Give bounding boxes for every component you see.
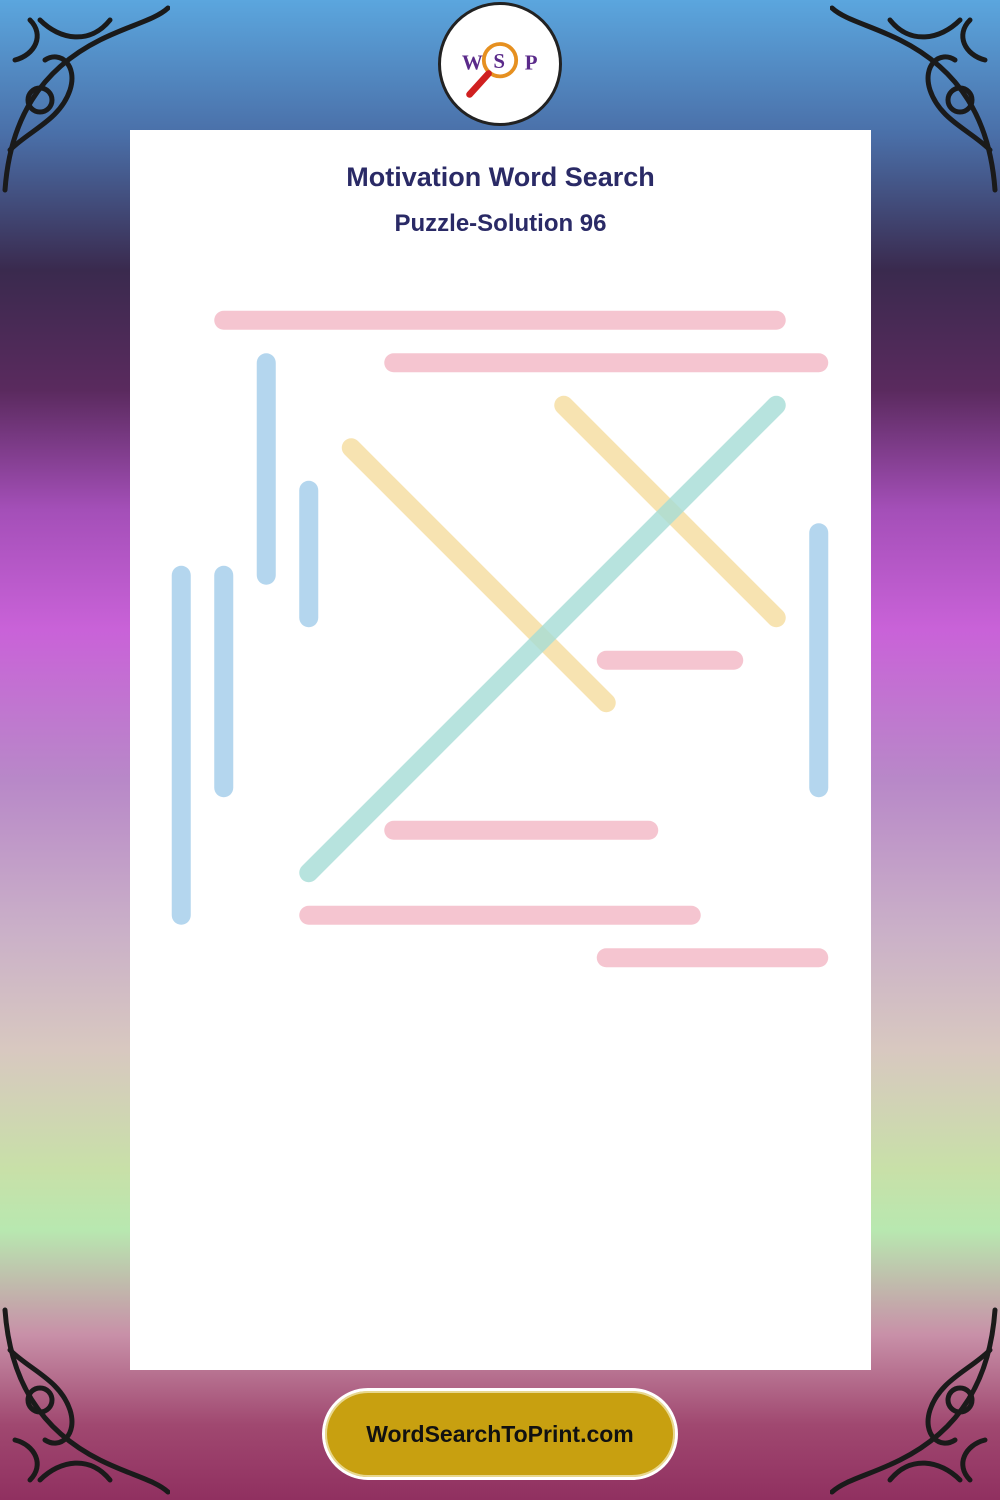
magnifier-handle — [470, 74, 489, 95]
logo-letter-p: P — [524, 50, 538, 75]
wsp-logo[interactable] — [438, 2, 562, 126]
page-subtitle: Puzzle-Solution 96 — [394, 210, 607, 237]
word-search-grid[interactable] — [130, 130, 871, 990]
puzzle-panel — [130, 130, 871, 1370]
highlight-balance — [351, 448, 606, 703]
site-link-button[interactable] — [322, 1388, 678, 1480]
footer-text: WordSearchToPrint.com — [366, 1420, 634, 1447]
logo-letter-w: W — [461, 50, 483, 75]
page-title: Motivation Word Search — [346, 162, 655, 192]
logo-letter-s: S — [493, 48, 505, 73]
